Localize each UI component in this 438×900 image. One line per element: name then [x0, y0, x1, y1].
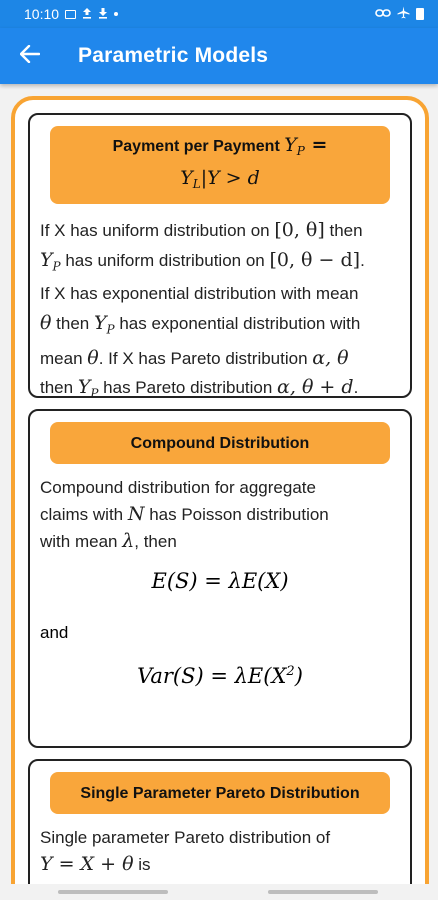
- card-header: [50, 772, 390, 814]
- card-single-parameter-pareto: [28, 759, 412, 900]
- text-line: claims with N has Poisson distribution: [40, 503, 329, 525]
- status-system-icons: [375, 6, 424, 22]
- text-line: mean θ. If X has Pareto distribution α, θ: [40, 346, 349, 369]
- card-body: [40, 216, 404, 408]
- card-compound-distribution: [28, 409, 412, 748]
- status-bar: [0, 0, 438, 28]
- card-body: [40, 474, 404, 555]
- card-header: [50, 126, 390, 204]
- text-line: $Y_P$ has uniform distribution on [0, θ − d].: [40, 248, 365, 273]
- text-line: If X has exponential distribution with mean: [40, 284, 359, 304]
- airplane-icon: [397, 6, 410, 22]
- text-line: Single parameter Pareto distribution of: [40, 828, 331, 847]
- text-line: with mean λ, then: [40, 530, 177, 552]
- download-icon: [98, 7, 108, 22]
- upload-icon: [82, 7, 92, 22]
- text-line: If X has uniform distribution on [0, θ] then: [40, 219, 363, 241]
- dot-icon: [114, 12, 118, 16]
- battery-icon: [416, 8, 424, 20]
- back-button[interactable]: [0, 28, 60, 84]
- text-line: Y = X + θ is: [40, 853, 151, 875]
- text-line: θ then $Y_P$ has exponential distribution with: [40, 311, 361, 337]
- image-icon: [65, 10, 76, 19]
- nav-gesture-left: [58, 890, 168, 894]
- card-title: Payment per Payment $Y_P$ = $Y_L|Y > d$: [112, 133, 328, 192]
- card-body: [40, 824, 404, 878]
- arrow-left-icon: [20, 45, 40, 68]
- card-title: Single Parameter Pareto Distribution: [80, 784, 360, 802]
- app-bar: [0, 28, 438, 84]
- page-title: Parametric Models: [78, 44, 269, 67]
- nav-gesture-right: [268, 890, 378, 894]
- card-payment-per-payment: [28, 113, 412, 401]
- equation-variance: $Var(S) = \lambda E(X^2)$: [137, 664, 303, 688]
- card-header: [50, 422, 390, 464]
- status-notification-icons: [65, 7, 118, 22]
- text-line: Compound distribution for aggregate: [40, 478, 316, 497]
- card-title: Compound Distribution: [130, 434, 310, 452]
- and-label: and: [40, 623, 69, 642]
- navigation-bar: [0, 884, 438, 900]
- text-line: then $Y_P$ has Pareto distribution α, θ + d.: [40, 376, 359, 401]
- equation-expected-value: E(S) = λE(X): [151, 569, 289, 593]
- link-icon: [375, 7, 391, 21]
- status-time: 10:10: [24, 6, 60, 22]
